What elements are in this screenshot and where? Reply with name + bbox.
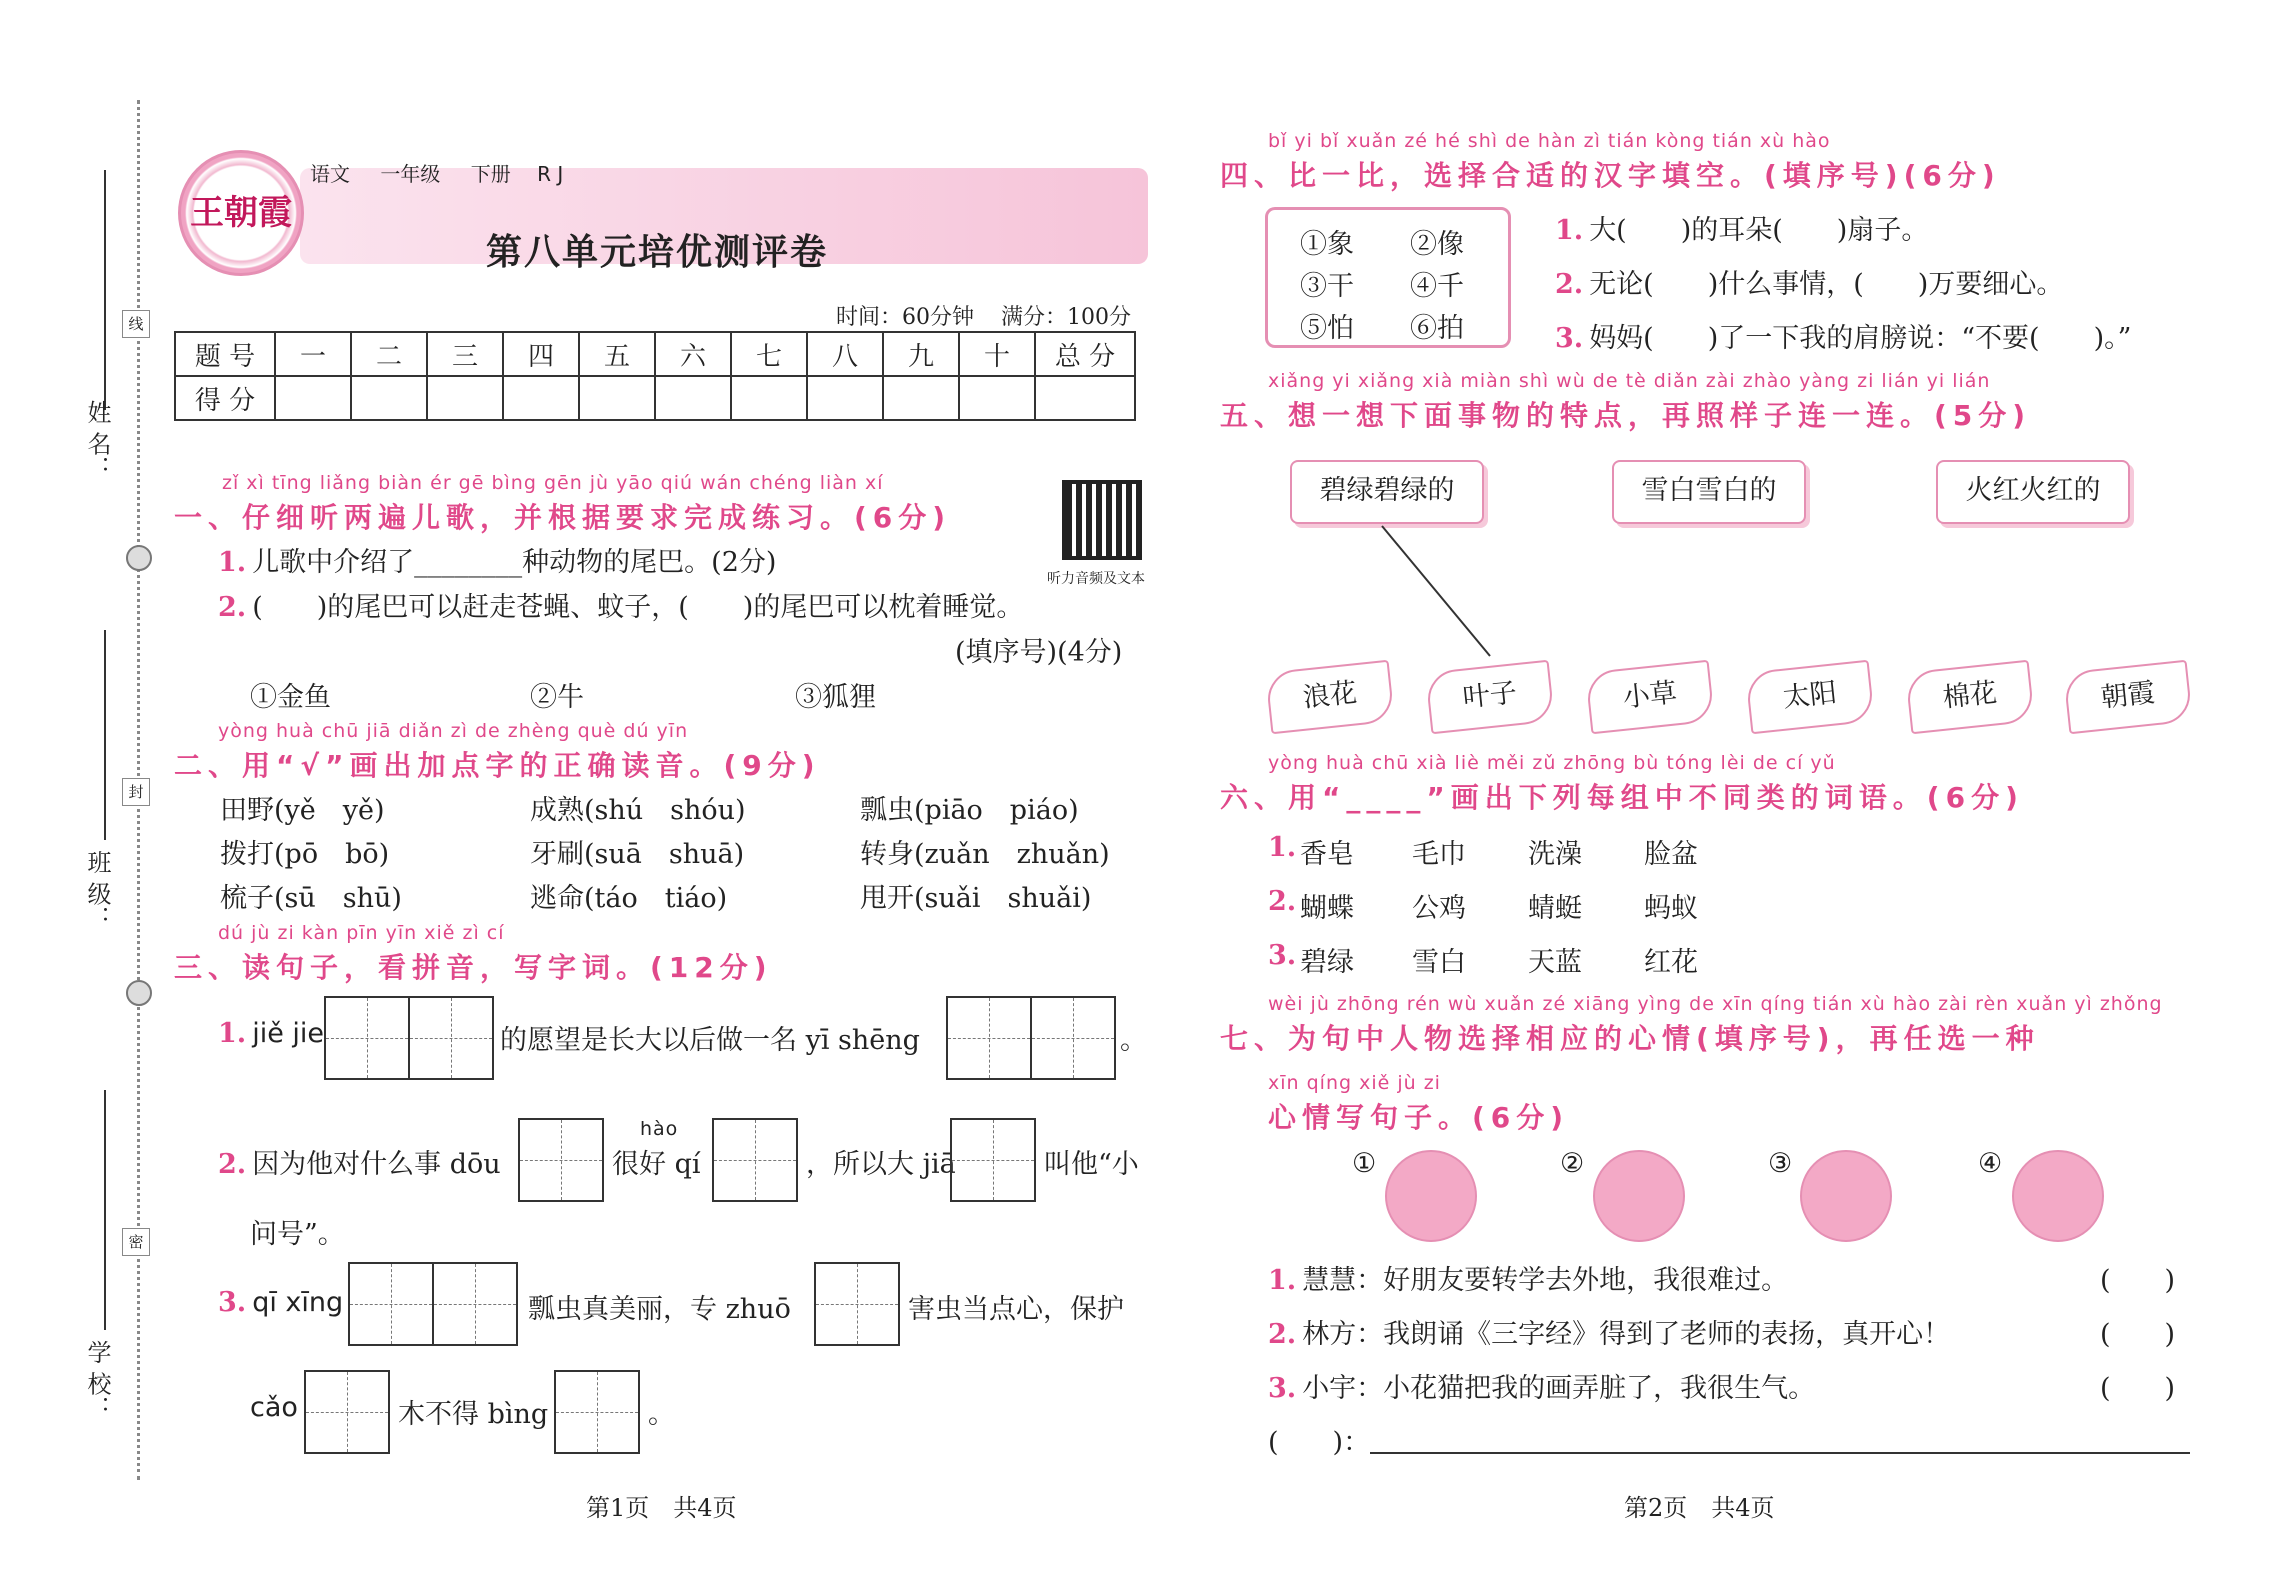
section-7-title: 七、为句中人物选择相应的心情(填序号)，再任选一种 xyxy=(1220,1022,2040,1055)
s5-card[interactable]: 碧绿碧绿的 xyxy=(1290,460,1484,524)
seal-mark-mi: 密 xyxy=(122,1228,150,1256)
s3-q2-d: 叫他“小 xyxy=(1044,1149,1139,1180)
edition: R J xyxy=(537,162,564,186)
name-line xyxy=(104,170,106,410)
table-cell: 八 xyxy=(807,332,883,376)
question-text: 大( )的耳朵( )扇子。 xyxy=(1589,215,1929,246)
score-cell[interactable] xyxy=(1035,376,1135,420)
table-cell: 一 xyxy=(275,332,351,376)
s5-card[interactable]: 雪白雪白的 xyxy=(1612,460,1806,524)
s7-question-2: 2. 林方：我朗诵《三字经》得到了老师的表扬，真开心！ xyxy=(1268,1319,1951,1350)
writing-box[interactable] xyxy=(814,1262,900,1346)
table-cell: 十 xyxy=(959,332,1035,376)
section-4-pinyin: bǐ yi bǐ xuǎn zé hé shì de hàn zì tián kòng tián xù hào xyxy=(1268,130,1831,152)
table-cell: 五 xyxy=(579,332,655,376)
s1-q2-note: (填序号)(4分) xyxy=(955,637,1123,668)
s6-row: 2. xyxy=(1268,886,1297,917)
score-cell[interactable] xyxy=(351,376,427,420)
s2-item[interactable]: 甩开(suǎi shuǎi) xyxy=(860,883,1092,914)
s3-q2-b: 很好 qí xyxy=(612,1149,701,1180)
writing-box[interactable] xyxy=(554,1370,640,1454)
score-table xyxy=(174,331,1136,421)
writing-box[interactable] xyxy=(518,1118,604,1202)
s6-word[interactable]: 蚂蚁 xyxy=(1644,893,1698,924)
s7-write-prefix: ( )： xyxy=(1268,1427,1371,1458)
table-cell: 得 分 xyxy=(175,376,275,420)
question-text: ( )的尾巴可以赶走苍蝇、蚊子，( )的尾巴可以枕着睡觉。 xyxy=(252,592,1024,623)
s5-leaf-card[interactable]: 棉花 xyxy=(1905,660,2035,735)
s6-word[interactable]: 蝴蝶 xyxy=(1300,893,1354,924)
section-3-title: 三、读句子，看拼音，写字词。(12分) xyxy=(174,951,773,984)
s3-q1-end: 。 xyxy=(1120,1025,1147,1056)
section-2-title: 二、用“√”画出加点字的正确读音。(9分) xyxy=(174,749,821,782)
score-cell[interactable] xyxy=(503,376,579,420)
brand-name: 王朝霞 xyxy=(190,193,292,233)
question-text: 林方：我朗诵《三字经》得到了老师的表扬，真开心！ xyxy=(1302,1319,1951,1350)
s2-item[interactable]: 田野(yě yě) xyxy=(220,795,385,826)
binding-ring-icon xyxy=(126,545,152,571)
seal-mark-feng: 封 xyxy=(122,778,150,806)
face-number: ③ xyxy=(1768,1148,1793,1179)
s2-item[interactable]: 成熟(shú shóu) xyxy=(530,795,746,826)
face-number: ② xyxy=(1560,1148,1585,1179)
table-cell: 三 xyxy=(427,332,503,376)
name-label: 姓 名： xyxy=(83,400,111,480)
section-4-title: 四、比一比，选择合适的汉字填空。(填序号)(6分) xyxy=(1220,159,2001,192)
s6-word[interactable]: 洗澡 xyxy=(1528,839,1582,870)
s3-q2-hao: hào xyxy=(640,1118,679,1140)
s4-option: ③干 xyxy=(1300,271,1354,302)
question-number: 2. xyxy=(218,1149,247,1180)
score-cell[interactable] xyxy=(427,376,503,420)
s4-option: ①象 xyxy=(1300,229,1354,260)
table-cell: 总 分 xyxy=(1035,332,1135,376)
brand-logo xyxy=(178,150,304,276)
s2-item[interactable]: 梳子(sū shū) xyxy=(220,883,402,914)
s3-q1-start xyxy=(218,1018,324,1049)
section-7-pinyin: wèi jù zhōng rén wù xuǎn zé xiāng yìng de xīn qíng tián xù hào zài rèn xuǎn yì zhǒng xyxy=(1268,993,2163,1015)
s2-item[interactable]: 逃命(táo tiáo) xyxy=(530,883,728,914)
s4-question-2: 2. 无论( )什么事情，( )万要细心。 xyxy=(1555,269,2064,300)
score-cell[interactable] xyxy=(275,376,351,420)
score-cell[interactable] xyxy=(807,376,883,420)
section-2-pinyin: yòng huà chū jiā diǎn zì de zhèng què dú yīn xyxy=(218,720,689,742)
term: 下册 xyxy=(470,162,511,186)
score-cell[interactable] xyxy=(579,376,655,420)
s6-word[interactable]: 毛巾 xyxy=(1412,839,1466,870)
s4-option: ⑤怕 xyxy=(1300,313,1354,344)
s1-option: ③狐狸 xyxy=(795,682,876,713)
question-text: 因为他对什么事 dōu xyxy=(252,1149,501,1180)
score-cell[interactable] xyxy=(959,376,1035,420)
qr-caption: 听力音频及文本 xyxy=(1047,571,1145,587)
class-label: 班 级： xyxy=(83,850,111,930)
s6-word[interactable]: 红花 xyxy=(1644,947,1698,978)
sad-face-icon[interactable] xyxy=(2012,1150,2104,1242)
s3-q3-start xyxy=(218,1287,343,1318)
section-3-pinyin: dú jù zi kàn pīn yīn xiě zì cí xyxy=(218,922,505,944)
s4-option: ⑥拍 xyxy=(1410,313,1464,344)
score-table-header-row xyxy=(175,332,1135,376)
s5-leaf-card[interactable]: 小草 xyxy=(1585,660,1715,735)
score-table-score-row xyxy=(175,376,1135,420)
table-cell: 七 xyxy=(731,332,807,376)
qr-code-icon[interactable] xyxy=(1062,480,1142,560)
score-cell[interactable] xyxy=(655,376,731,420)
answer-paren[interactable]: ( ) xyxy=(2100,1319,2176,1350)
surprised-face-icon[interactable] xyxy=(1800,1150,1892,1242)
face-number: ④ xyxy=(1978,1148,2003,1179)
writing-box[interactable] xyxy=(946,996,1116,1080)
s1-option: ②牛 xyxy=(530,682,584,713)
section-5-title: 五、想一想下面事物的特点，再照样子连一连。(5分) xyxy=(1220,399,2032,432)
section-7-title-2: 心情写句子。(6分) xyxy=(1268,1101,1570,1134)
s5-leaf-card[interactable]: 叶子 xyxy=(1425,660,1555,735)
writing-box[interactable] xyxy=(304,1370,390,1454)
section-6-pinyin: yòng huà chū xià liè měi zǔ zhōng bù tóng lèi de cí yǔ xyxy=(1268,752,1836,774)
section-5-pinyin: xiǎng yi xiǎng xià miàn shì wù de tè diǎn zài zhào yàng zi lián yi lián xyxy=(1268,370,1991,392)
s6-word[interactable]: 蜻蜓 xyxy=(1528,893,1582,924)
s3-q3-d: cǎo xyxy=(250,1392,298,1423)
s5-leaf-card[interactable]: 朝霞 xyxy=(2063,660,2193,735)
question-number: 1. xyxy=(218,1018,247,1049)
s3-q3-c: 害虫当点心，保护 xyxy=(908,1294,1124,1325)
subject: 语文 xyxy=(310,162,350,186)
table-cell: 二 xyxy=(351,332,427,376)
s1-question-2 xyxy=(218,585,1023,624)
s7-question-3: 3. 小宇：小花猫把我的画弄脏了，我很生气。 xyxy=(1268,1373,1816,1404)
time-info xyxy=(836,300,1131,331)
s6-row: 1. xyxy=(1268,832,1297,863)
example-connection-line xyxy=(1380,524,1500,660)
s1-option: ①金鱼 xyxy=(250,682,331,713)
pinyin-prompt: qī xīng xyxy=(252,1287,344,1318)
question-text: 慧慧：好朋友要转学去外地，我很难过。 xyxy=(1302,1265,1789,1296)
question-text: 小宇：小花猫把我的画弄脏了，我很生气。 xyxy=(1302,1373,1816,1404)
page-title: 第八单元培优测评卷 xyxy=(486,232,829,273)
page-footer-left: 第1页 共4页 xyxy=(586,1494,737,1522)
s6-word[interactable]: 碧绿 xyxy=(1300,947,1354,978)
s6-row: 3. xyxy=(1268,940,1297,971)
section-1-title: 一、仔细听两遍儿歌，并根据要求完成练习。(6分) xyxy=(174,501,952,534)
s3-q1-mid: 的愿望是长大以后做一名 yī shēng xyxy=(500,1025,920,1056)
time-limit: 时间：60分钟 xyxy=(836,305,974,330)
table-cell: 题 号 xyxy=(175,332,275,376)
grade: 一年级 xyxy=(380,162,441,186)
s5-leaf-card[interactable]: 浪花 xyxy=(1265,660,1395,735)
s5-leaf-card[interactable]: 太阳 xyxy=(1745,660,1875,735)
score-cell[interactable] xyxy=(883,376,959,420)
s6-word[interactable]: 雪白 xyxy=(1412,947,1466,978)
happy-face-icon[interactable] xyxy=(1385,1150,1477,1242)
question-number: 1. xyxy=(218,547,247,578)
s4-question-1: 1. 大( )的耳朵( )扇子。 xyxy=(1555,215,1929,246)
writing-box[interactable] xyxy=(348,1262,518,1346)
s6-word[interactable]: 脸盆 xyxy=(1644,839,1698,870)
score-cell[interactable] xyxy=(731,376,807,420)
full-marks: 满分：100分 xyxy=(1001,305,1131,330)
pinyin-prompt: jiě jie xyxy=(252,1018,324,1049)
section-7-pinyin-2: xīn qíng xiě jù zi xyxy=(1268,1072,1441,1094)
s1-question-1 xyxy=(218,540,776,579)
page-footer-right: 第2页 共4页 xyxy=(1624,1494,1775,1522)
answer-paren[interactable]: ( ) xyxy=(2100,1373,2176,1404)
s2-item[interactable]: 牙刷(suā shuā) xyxy=(530,839,745,870)
s6-word[interactable]: 公鸡 xyxy=(1412,893,1466,924)
section-6-title: 六、用“____”画出下列每组中不同类的词语。(6分) xyxy=(1220,781,2024,814)
s2-item[interactable]: 瓢虫(piāo piáo) xyxy=(860,795,1079,826)
s6-word[interactable]: 香皂 xyxy=(1300,839,1354,870)
s4-option: ④千 xyxy=(1410,271,1464,302)
s3-q3-f: 。 xyxy=(648,1399,675,1430)
answer-paren[interactable]: ( ) xyxy=(2100,1265,2176,1296)
s3-q2-c: ，所以大 jiā xyxy=(806,1149,956,1180)
binding-ring-icon xyxy=(126,980,152,1006)
school-line xyxy=(104,1090,106,1330)
question-text: 无论( )什么事情，( )万要细心。 xyxy=(1589,269,2064,300)
s5-card[interactable]: 火红火红的 xyxy=(1936,460,2130,524)
section-1-pinyin: zǐ xì tīng liǎng biàn ér gē bìng gēn jù yāo qiú wán chéng liàn xí xyxy=(222,472,884,494)
table-cell: 九 xyxy=(883,332,959,376)
question-number: 2. xyxy=(218,592,247,623)
writing-box[interactable] xyxy=(324,996,494,1080)
writing-box[interactable] xyxy=(712,1118,798,1202)
s2-item[interactable]: 拨打(pō bō) xyxy=(220,839,390,870)
s3-q2-e: 问号”。 xyxy=(250,1219,345,1250)
question-number: 3. xyxy=(218,1287,247,1318)
header-meta xyxy=(310,158,563,187)
angry-face-icon[interactable] xyxy=(1593,1150,1685,1242)
s4-option: ②像 xyxy=(1410,229,1464,260)
question-text: 妈妈( )了一下我的肩膀说：“不要( )。” xyxy=(1589,323,2132,354)
table-cell: 六 xyxy=(655,332,731,376)
s3-q2-start xyxy=(218,1142,501,1181)
s3-q3-b: 瓢虫真美丽，专 zhuō xyxy=(528,1294,791,1325)
s3-q3-e: 木不得 bìng xyxy=(398,1399,549,1430)
table-cell: 四 xyxy=(503,332,579,376)
s2-item[interactable]: 转身(zuǎn zhuǎn) xyxy=(860,839,1110,870)
writing-box[interactable] xyxy=(950,1118,1036,1202)
answer-line[interactable] xyxy=(1370,1452,2190,1454)
school-label: 学 校： xyxy=(83,1340,111,1420)
s7-question-1: 1. 慧慧：好朋友要转学去外地，我很难过。 xyxy=(1268,1265,1789,1296)
s6-word[interactable]: 天蓝 xyxy=(1528,947,1582,978)
question-text: 儿歌中介绍了________种动物的尾巴。(2分) xyxy=(252,547,777,578)
s4-question-3: 3. 妈妈( )了一下我的肩膀说：“不要( )。” xyxy=(1555,323,2132,354)
face-number: ① xyxy=(1352,1148,1377,1179)
seal-mark-xian: 线 xyxy=(122,310,150,338)
class-line xyxy=(104,630,106,840)
